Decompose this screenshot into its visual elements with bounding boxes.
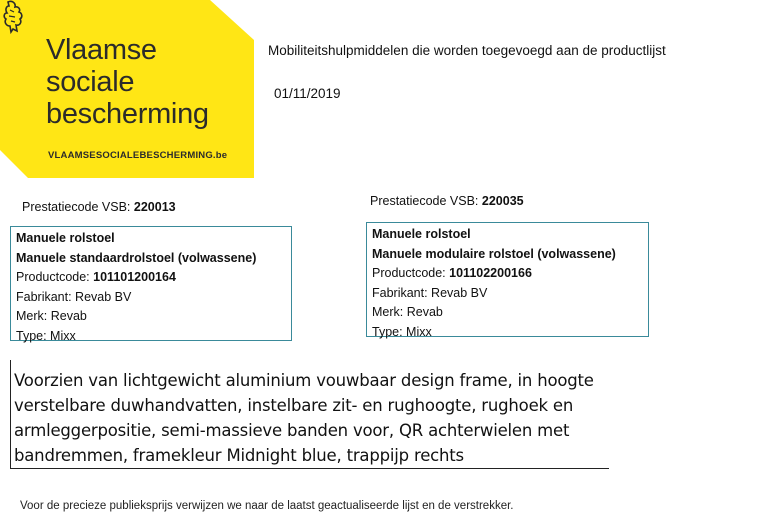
prestatiecode-line-1 <box>22 200 176 214</box>
product-description: Voorzien van lichtgewicht aluminium vouwbaar design frame, in hoogte verstelbare duwhandvatten, instelbare zit- en rughoogte, rughoek en armleggerpositie, semi-massieve banden voor, QR achterwielen met bandremmen, framekleur Midnight blue, trappijp rechts <box>14 371 594 465</box>
logo-line-1: Vlaamse <box>46 34 157 66</box>
productcode-label: Productcode: <box>372 266 446 280</box>
productcode-label: Productcode: <box>16 270 90 284</box>
product-name: Manuele modulaire rolstoel (volwassene) <box>372 246 616 261</box>
product-name: Manuele standaardrolstoel (volwassene) <box>16 250 257 265</box>
prestatiecode-value: 220013 <box>133 200 176 214</box>
product-category: Manuele rolstoel <box>372 227 471 241</box>
document-title: Mobiliteitshulpmiddelen die worden toegevoegd aan de productlijst <box>268 43 666 58</box>
document-date: 01/11/2019 <box>274 86 341 101</box>
product-merk: Merk: Revab <box>16 309 87 323</box>
productcode-line <box>16 268 291 288</box>
product-fabrikant: Fabrikant: Revab BV <box>372 285 488 300</box>
product-type: Type: Mixx <box>16 328 76 343</box>
logo-url: VLAAMSESOCIALEBESCHERMING.be <box>48 150 228 161</box>
productcode-value: 101102200166 <box>449 266 532 280</box>
flemish-lion-icon <box>0 0 26 34</box>
logo-line-3: bescherming <box>46 98 209 130</box>
logo-line-2: sociale <box>46 66 135 98</box>
vsb-logo <box>0 0 254 178</box>
product-type: Type: Mixx <box>372 324 432 339</box>
prestatiecode-label: Prestatiecode VSB: <box>370 194 479 208</box>
prestatiecode-value: 220035 <box>481 194 524 208</box>
footer-note: Voor de precieze publieksprijs verwijzen we naar de laatst geactualiseerde lijst en de verstrekker. <box>20 500 514 512</box>
product-merk: Merk: Revab <box>372 305 443 319</box>
productcode-value: 101101200164 <box>93 270 176 284</box>
productcode-line <box>372 264 648 284</box>
prestatiecode-label: Prestatiecode VSB: <box>22 200 131 214</box>
product-category: Manuele rolstoel <box>16 231 115 245</box>
prestatiecode-line-2 <box>370 194 524 208</box>
product-fabrikant: Fabrikant: Revab BV <box>16 289 132 304</box>
product-card-1 <box>10 226 292 341</box>
product-card-2 <box>366 222 649 337</box>
